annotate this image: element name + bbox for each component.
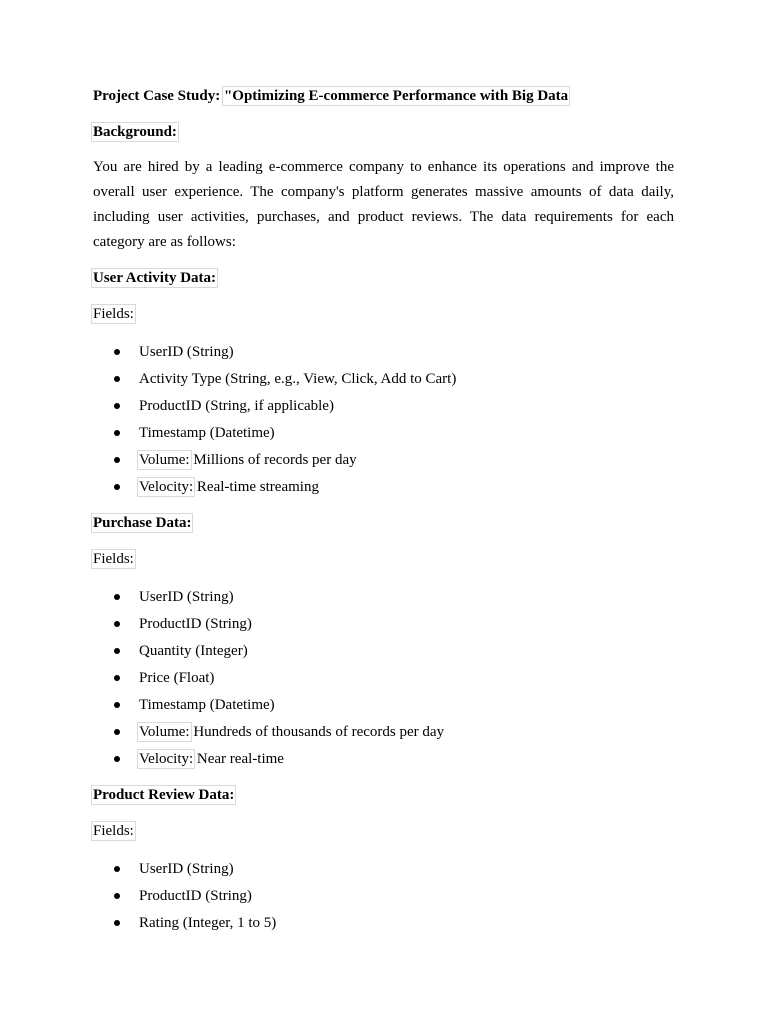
document (93, 84, 674, 937)
list-item-text: UserID (String) (139, 344, 234, 360)
list-item (93, 638, 674, 665)
list-item (93, 665, 674, 692)
list-item-text: ProductID (String) (139, 616, 252, 632)
fields-label (93, 302, 674, 326)
list-item (93, 420, 674, 447)
title-name: "Optimizing E-commerce Performance with Big Data (223, 88, 569, 104)
list-item-key: Velocity: (139, 751, 194, 767)
list-item-text: Price (Float) (139, 670, 215, 686)
list-item-key: Volume: (139, 724, 190, 740)
list-item (93, 366, 674, 393)
bullet-icon (114, 457, 120, 463)
list-item (93, 393, 674, 420)
list-item (93, 447, 674, 474)
fields-label (93, 819, 674, 843)
fields-label-text: Fields: (93, 551, 134, 567)
list-item (93, 692, 674, 719)
list-item (93, 611, 674, 638)
bullet-icon (114, 729, 120, 735)
bullet-icon (114, 648, 120, 654)
section-heading (93, 783, 674, 807)
section-heading-text: Purchase Data: (93, 515, 192, 531)
list-item-text: UserID (String) (139, 589, 234, 605)
list-item-text: Timestamp (Datetime) (139, 697, 275, 713)
bullet-icon (114, 594, 120, 600)
background-heading-text: Background: (93, 124, 177, 140)
list-item-text: ProductID (String) (139, 888, 252, 904)
list-item-text: Activity Type (String, e.g., View, Click, Add to Cart) (139, 371, 457, 387)
list-item-text: UserID (String) (139, 861, 234, 877)
section-heading (93, 266, 674, 290)
list-item (93, 746, 674, 773)
section-product-review (93, 783, 674, 937)
field-list (93, 339, 674, 501)
bullet-icon (114, 403, 120, 409)
list-item-key: Velocity: (139, 479, 194, 495)
bullet-icon (114, 430, 120, 436)
bullet-icon (114, 349, 120, 355)
bullet-icon (114, 920, 120, 926)
section-heading (93, 511, 674, 535)
list-item (93, 856, 674, 883)
list-item (93, 910, 674, 937)
list-item (93, 474, 674, 501)
background-heading (93, 120, 674, 144)
list-item (93, 883, 674, 910)
fields-label (93, 547, 674, 571)
bullet-icon (114, 866, 120, 872)
list-item-text: Rating (Integer, 1 to 5) (139, 915, 277, 931)
list-item (93, 584, 674, 611)
title-prefix: Project Case Study: (93, 88, 221, 104)
field-list (93, 584, 674, 773)
bullet-icon (114, 621, 120, 627)
list-item-text: Near real-time (196, 751, 284, 767)
list-item-text: Real-time streaming (196, 479, 319, 495)
list-item-text: Timestamp (Datetime) (139, 425, 275, 441)
list-item (93, 339, 674, 366)
fields-label-text: Fields: (93, 306, 134, 322)
bullet-icon (114, 675, 120, 681)
bullet-icon (114, 376, 120, 382)
bullet-icon (114, 893, 120, 899)
section-heading-text: Product Review Data: (93, 787, 235, 803)
bullet-icon (114, 702, 120, 708)
section-purchase (93, 511, 674, 773)
list-item-text: Quantity (Integer) (139, 643, 248, 659)
section-heading-text: User Activity Data: (93, 270, 217, 286)
bullet-icon (114, 484, 120, 490)
background-paragraph: You are hired by a leading e-commerce company to enhance its operations and improve the overall user experience. The company's platform generates massive amounts of data daily, including user activities, purchases, and product reviews. The data requirements for each category are as follows: (93, 159, 674, 250)
list-item (93, 719, 674, 746)
bullet-icon (114, 756, 120, 762)
fields-label-text: Fields: (93, 823, 134, 839)
list-item-text: Millions of records per day (193, 452, 357, 468)
list-item-text: Hundreds of thousands of records per day (193, 724, 445, 740)
list-item-text: ProductID (String, if applicable) (139, 398, 334, 414)
section-user-activity (93, 266, 674, 501)
field-list (93, 856, 674, 937)
list-item-key: Volume: (139, 452, 190, 468)
document-title (93, 84, 674, 108)
